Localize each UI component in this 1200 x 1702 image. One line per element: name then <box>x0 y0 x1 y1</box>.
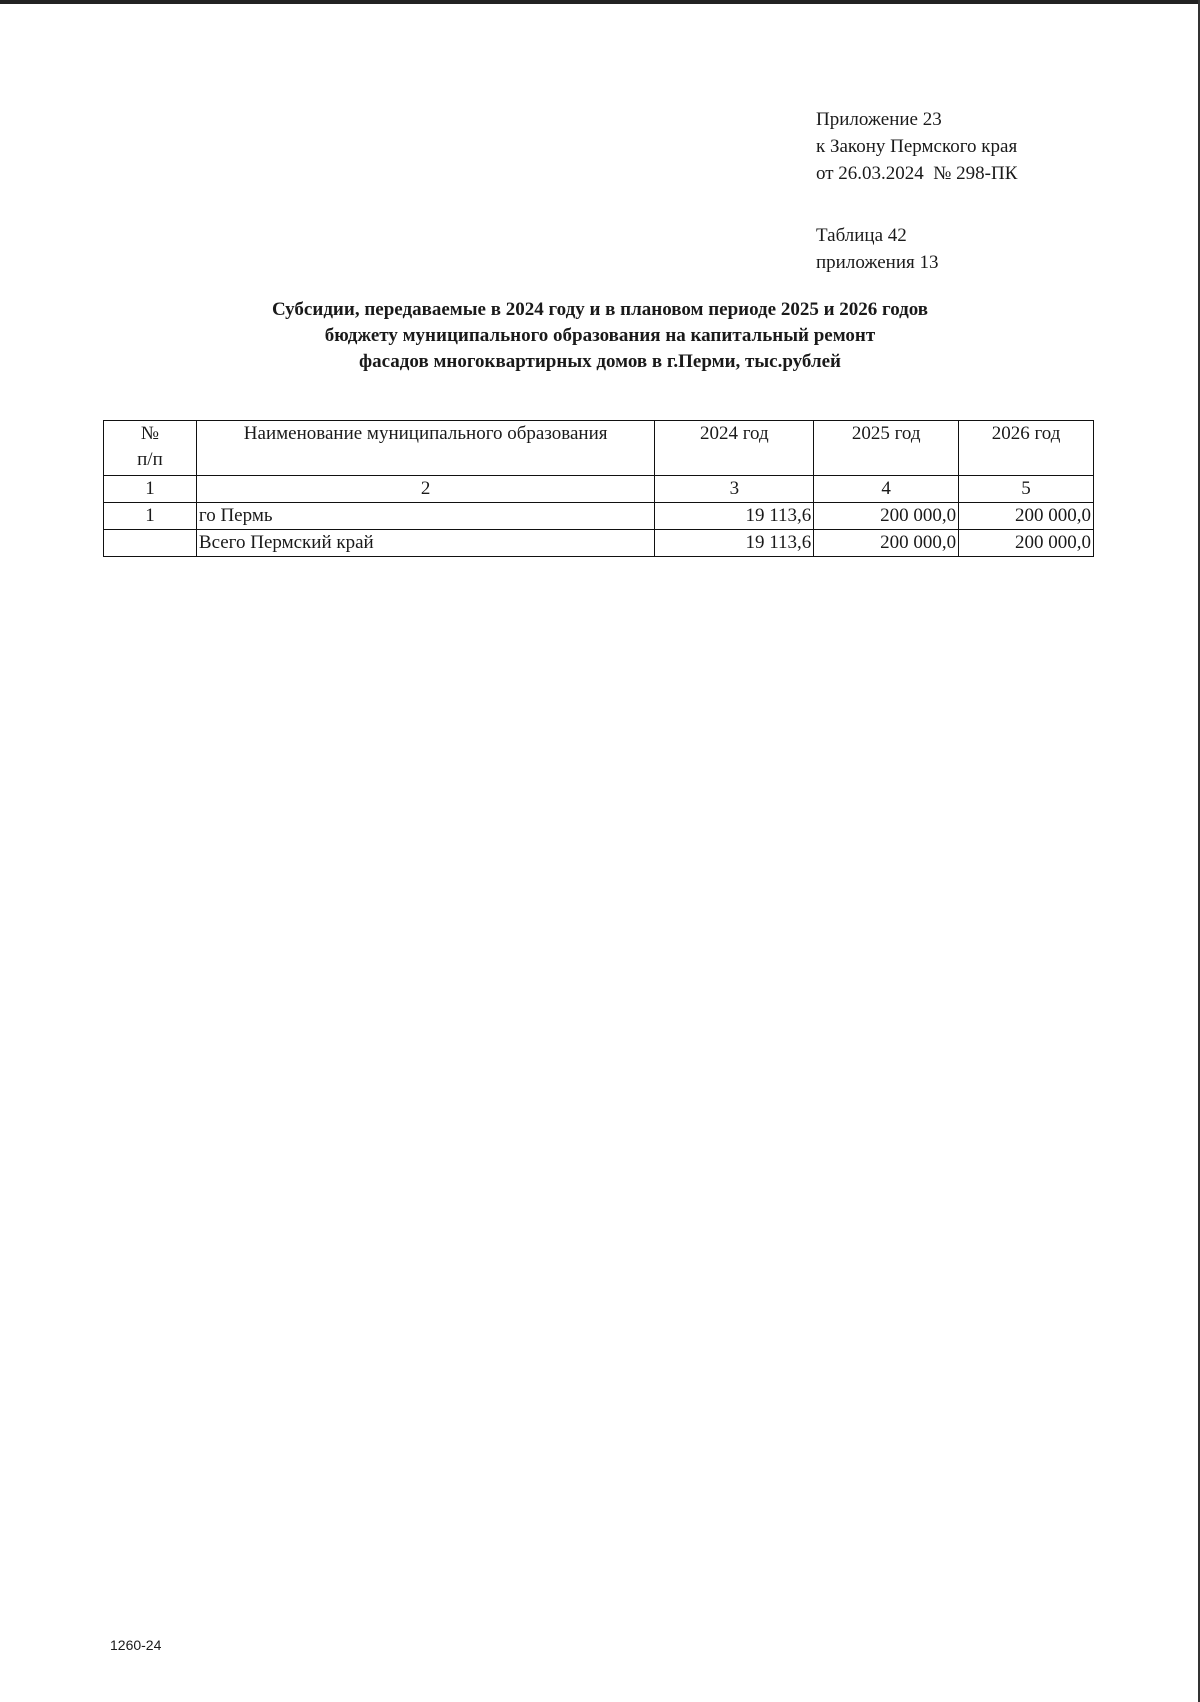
header-municipality-name: Наименование муниципального образования <box>196 421 655 476</box>
row-value-2024: 19 113,6 <box>655 530 814 557</box>
appendix-line-1: Приложение 23 <box>816 109 942 130</box>
header-number <box>104 421 197 476</box>
row-municipality-name: го Пермь <box>196 503 655 530</box>
table-ref-line-1: Таблица 42 <box>816 225 907 246</box>
title-line-2: бюджету муниципального образования на капитальный ремонт <box>324 325 876 346</box>
column-number: 3 <box>655 476 814 503</box>
document-title <box>120 297 1080 375</box>
table-row <box>104 503 1094 530</box>
scan-top-edge <box>0 0 1200 4</box>
table-header-row <box>104 421 1094 476</box>
document-code: 1260-24 <box>110 1637 162 1653</box>
row-value-2025: 200 000,0 <box>814 503 959 530</box>
title-line-3: фасадов многоквартирных домов в г.Перми, тыс.рублей <box>359 351 841 372</box>
header-number-line-1: № <box>140 423 160 444</box>
row-municipality-name: Всего Пермский край <box>196 530 655 557</box>
subsidy-table <box>103 420 1094 557</box>
table-total-row <box>104 530 1094 557</box>
header-year-2024: 2024 год <box>655 421 814 476</box>
header-year-2026: 2026 год <box>959 421 1094 476</box>
row-number <box>104 530 197 557</box>
appendix-line-3: от 26.03.2024 № 298-ПК <box>816 163 1018 184</box>
column-number: 2 <box>196 476 655 503</box>
table-reference <box>816 222 938 276</box>
appendix-line-2: к Закону Пермского края <box>816 136 1018 157</box>
row-value-2026: 200 000,0 <box>959 503 1094 530</box>
row-value-2025: 200 000,0 <box>814 530 959 557</box>
title-line-1: Субсидии, передаваемые в 2024 году и в плановом периоде 2025 и 2026 годов <box>271 299 929 320</box>
column-number: 1 <box>104 476 197 503</box>
row-number: 1 <box>104 503 197 530</box>
header-year-2025: 2025 год <box>814 421 959 476</box>
row-value-2026: 200 000,0 <box>959 530 1094 557</box>
row-value-2024: 19 113,6 <box>655 503 814 530</box>
header-number-line-2: п/п <box>137 449 163 470</box>
column-number: 5 <box>959 476 1094 503</box>
table-ref-line-2: приложения 13 <box>816 252 939 273</box>
appendix-reference <box>816 106 1017 187</box>
column-number-row <box>104 476 1094 503</box>
column-number: 4 <box>814 476 959 503</box>
